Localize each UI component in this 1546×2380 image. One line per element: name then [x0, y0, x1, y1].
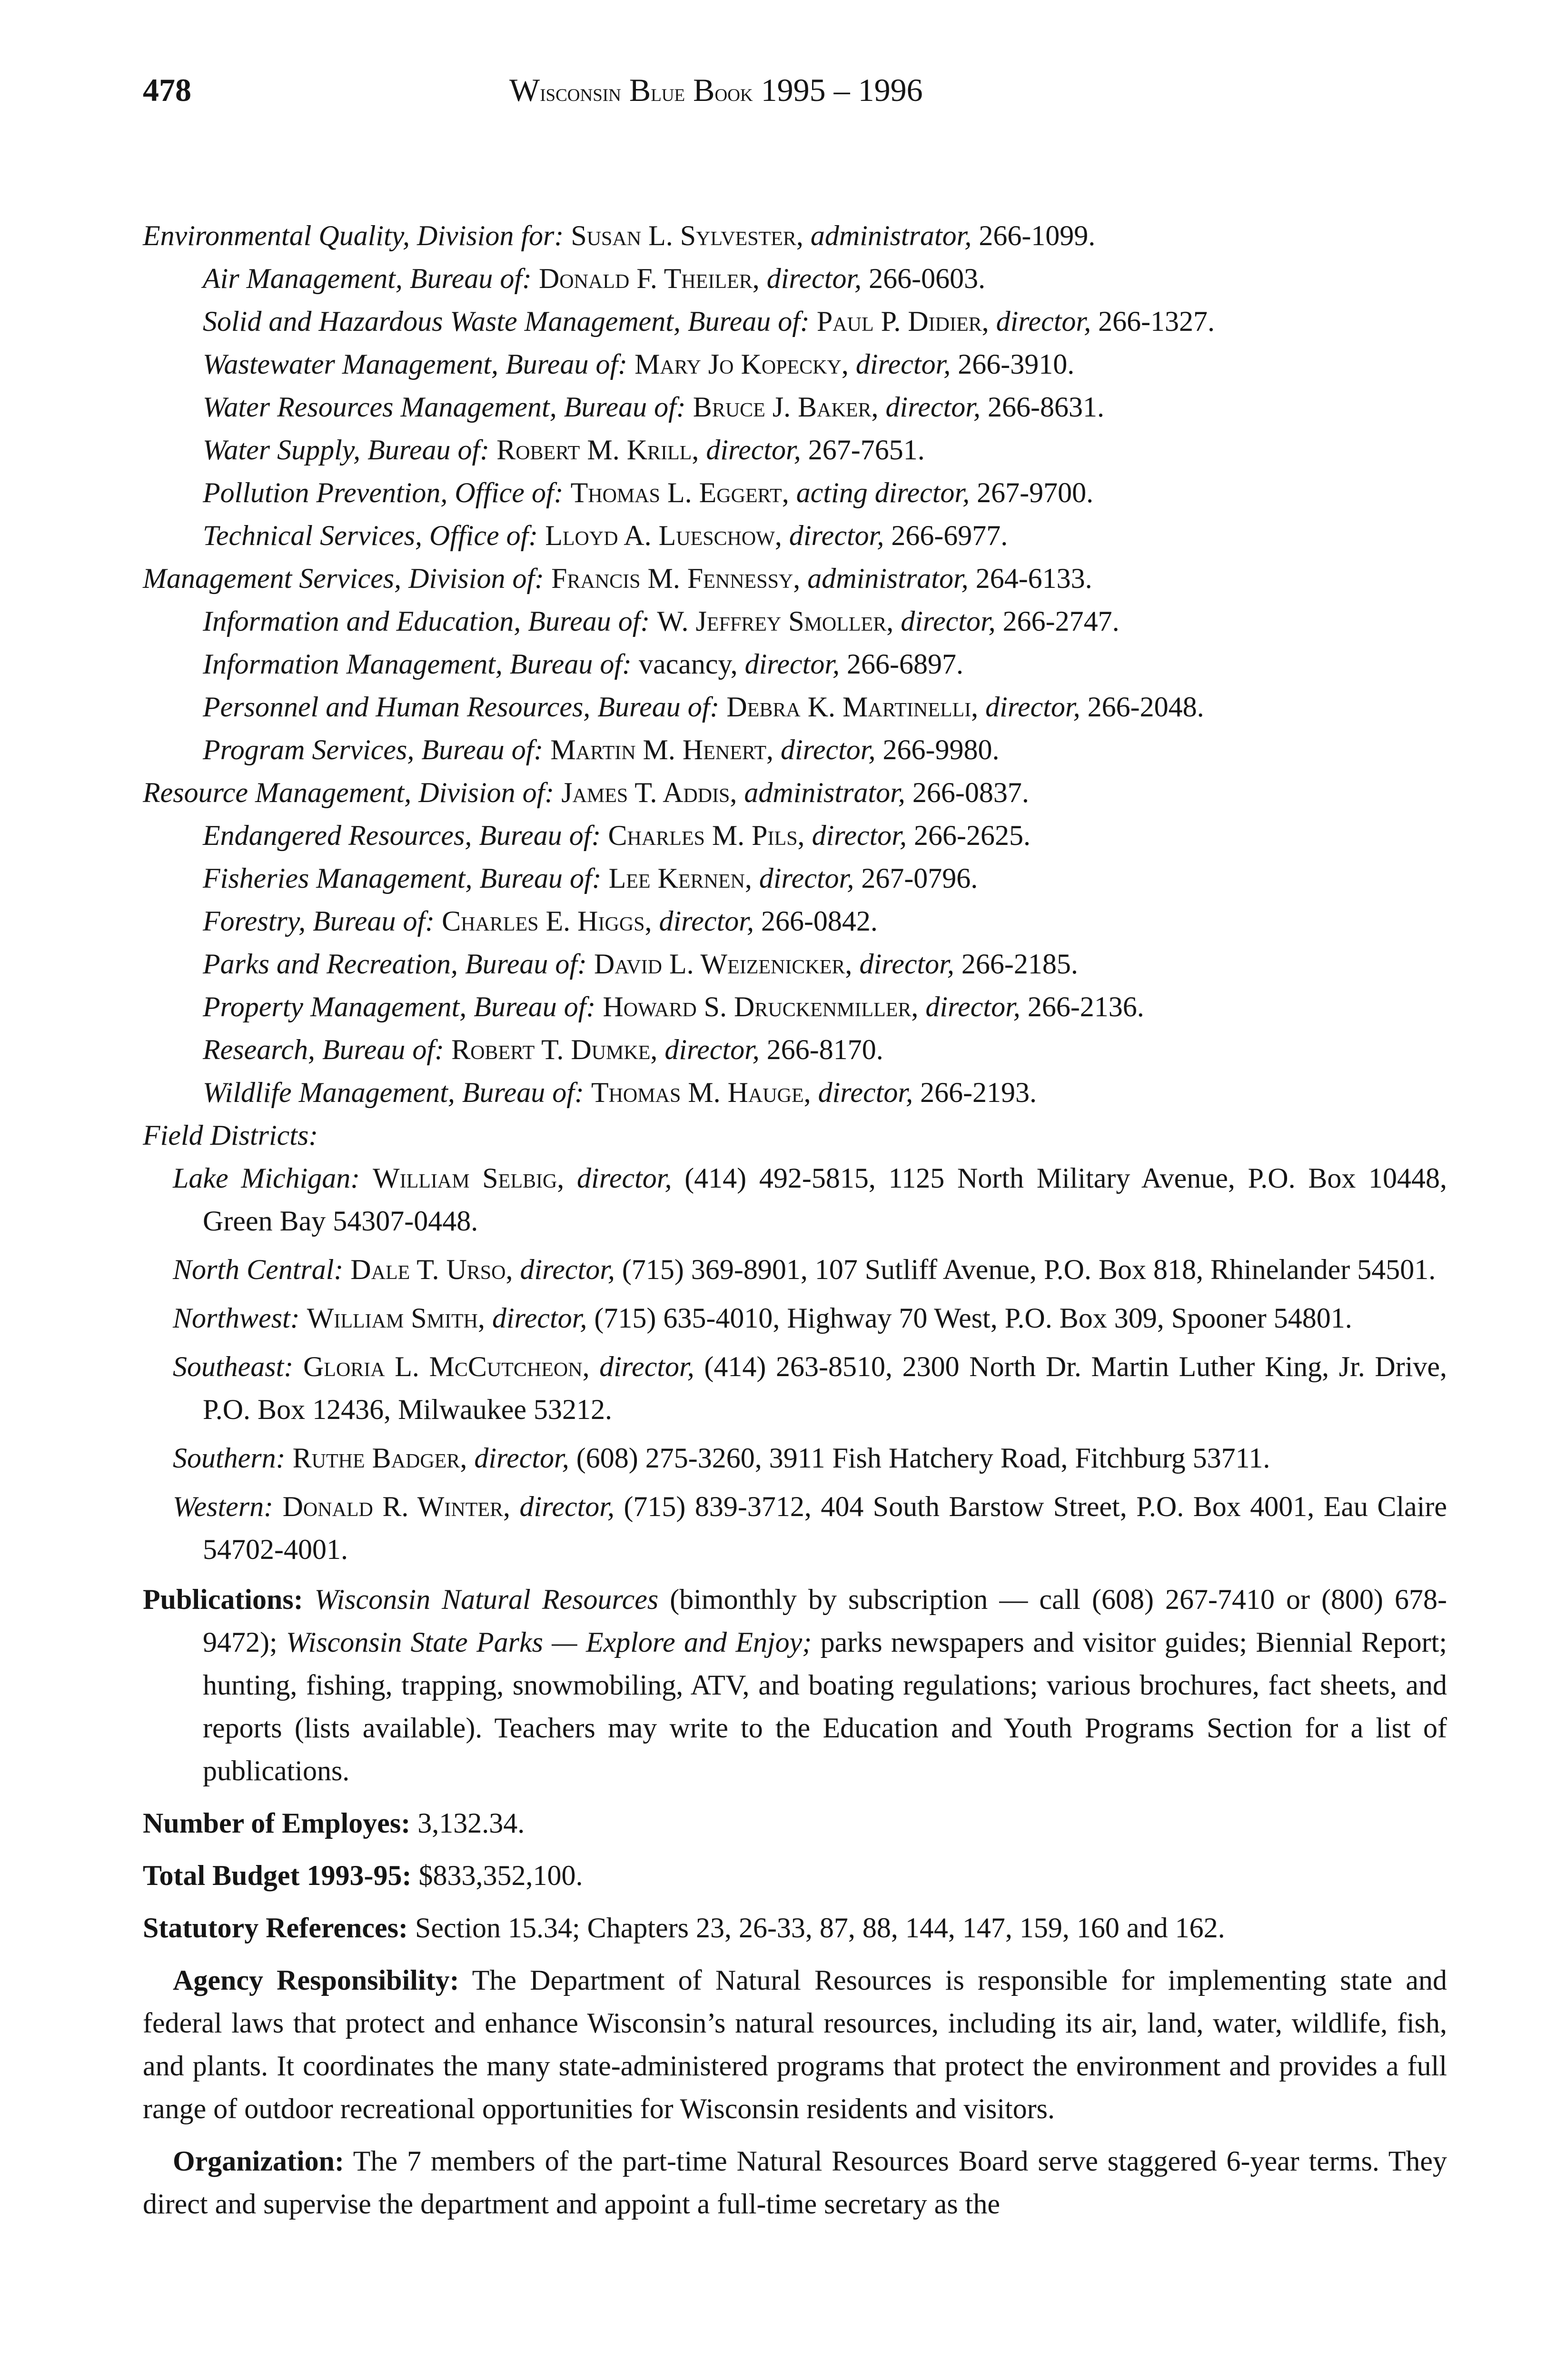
page-number: 478 [143, 72, 191, 108]
agency-responsibility-paragraph: Agency Responsibility: The Department of Natural Resources is responsible for implementing state and federal laws that protect and enhance Wisconsin’s natural resources, including its air, land, water, wildlife, fish, and plants. It coordinates the many state-administered programs that protect the environment and provides a full range of outdoor recreational opportunities for Wisconsin residents and visitors. [143, 1964, 1447, 2124]
bureau-entry: Endangered Resources, Bureau of: Charles M. Pils, director, 266-2625. [203, 820, 1031, 851]
bureau-entry: Wildlife Management, Bureau of: Thomas M. Hauge, director, 266-2193. [203, 1077, 1037, 1108]
bureau-entry: Parks and Recreation, Bureau of: David L. Weizenicker, director, 266-2185. [203, 948, 1078, 980]
district-entry: North Central: Dale T. Urso, director, (715) 369-8901, 107 Sutliff Avenue, P.O. Box 818, Rhinelander 54501. [173, 1254, 1436, 1285]
bureau-entry: Property Management, Bureau of: Howard S. Druckenmiller, director, 266-2136. [203, 991, 1144, 1022]
district-entry: Northwest: William Smith, director, (715) 635-4010, Highway 70 West, P.O. Box 309, Spooner 54801. [173, 1302, 1352, 1334]
statutory-references-line: Statutory References: Section 15.34; Chapters 23, 26-33, 87, 88, 144, 147, 159, 160 and 162. [143, 1912, 1225, 1944]
district-entry: Lake Michigan: William Selbig, director, (414) 492-5815, 1125 North Military Avenue, P.O. Box 10448, Green Bay 54307-0448. [173, 1162, 1447, 1237]
bureau-entry: Water Resources Management, Bureau of: Bruce J. Baker, director, 266-8631. [203, 391, 1104, 423]
bureau-entry: Air Management, Bureau of: Donald F. Theiler, director, 266-0603. [203, 263, 986, 294]
bureau-entry: Technical Services, Office of: Lloyd A. Lueschow, director, 266-6977. [203, 520, 1008, 551]
bureau-entry: Pollution Prevention, Office of: Thomas L. Eggert, acting director, 267-9700. [203, 477, 1094, 508]
bureau-entry: Personnel and Human Resources, Bureau of: Debra K. Martinelli, director, 266-2048. [203, 691, 1204, 723]
bureau-entry: Information and Education, Bureau of: W. Jeffrey Smoller, director, 266-2747. [203, 605, 1120, 637]
page-body [143, 214, 1447, 2235]
division-entry: Resource Management, Division of: James T. Addis, administrator, 266-0837. [143, 777, 1029, 808]
bureau-entry: Forestry, Bureau of: Charles E. Higgs, director, 266-0842. [203, 905, 878, 937]
field-districts-heading: Field Districts: [143, 1120, 318, 1151]
running-head: Wisconsin Blue Book 1995 – 1996 [509, 72, 923, 108]
publications-label: Publications: [143, 1584, 303, 1615]
publications-section: Publications: Wisconsin Natural Resources (bimonthly by subscription — call (608) 267-7410 or (800) 678-9472); Wisconsin State Parks — Explore and Enjoy; parks newspapers and visitor guides; Biennial Report; hunting, fishing, trapping, snowmobiling, ATV, and boating regulations; various brochures, fact sheets, and reports (lists available). Teachers may write to the Education and Youth Programs Section for a list of publications. [143, 1584, 1447, 1786]
bureau-entry: Solid and Hazardous Waste Management, Bureau of: Paul P. Didier, director, 266-1327. [203, 306, 1215, 337]
bureau-entry: Program Services, Bureau of: Martin M. Henert, director, 266-9980. [203, 734, 1000, 765]
division-entry: Environmental Quality, Division for: Susan L. Sylvester, administrator, 266-1099. [143, 220, 1096, 251]
employees-line: Number of Employes: 3,132.34. [143, 1807, 525, 1839]
division-entry: Management Services, Division of: Francis M. Fennessy, administrator, 264-6133. [143, 563, 1092, 594]
budget-line: Total Budget 1993-95: $833,352,100. [143, 1860, 583, 1891]
bureau-entry: Information Management, Bureau of: vacancy, director, 266-6897. [203, 648, 964, 680]
district-entry: Western: Donald R. Winter, director, (715) 839-3712, 404 South Barstow Street, P.O. Box 4001, Eau Claire 54702-4001. [173, 1491, 1447, 1565]
bureau-entry: Wastewater Management, Bureau of: Mary Jo Kopecky, director, 266-3910. [203, 348, 1075, 380]
district-entry: Southern: Ruthe Badger, director, (608) 275-3260, 3911 Fish Hatchery Road, Fitchburg 53711. [173, 1442, 1270, 1474]
bureau-entry: Fisheries Management, Bureau of: Lee Kernen, director, 267-0796. [203, 863, 978, 894]
bureau-entry: Water Supply, Bureau of: Robert M. Krill, director, 267-7651. [203, 434, 925, 466]
page-header [143, 71, 1447, 124]
bureau-entry: Research, Bureau of: Robert T. Dumke, director, 266-8170. [203, 1034, 883, 1065]
district-entry: Southeast: Gloria L. McCutcheon, director, (414) 263-8510, 2300 North Dr. Martin Luther King, Jr. Drive, P.O. Box 12436, Milwaukee 53212. [173, 1351, 1447, 1425]
organization-paragraph: Organization: The 7 members of the part-time Natural Resources Board serve staggered 6-year terms. They direct and supervise the department and appoint a full-time secretary as the [143, 2145, 1447, 2220]
